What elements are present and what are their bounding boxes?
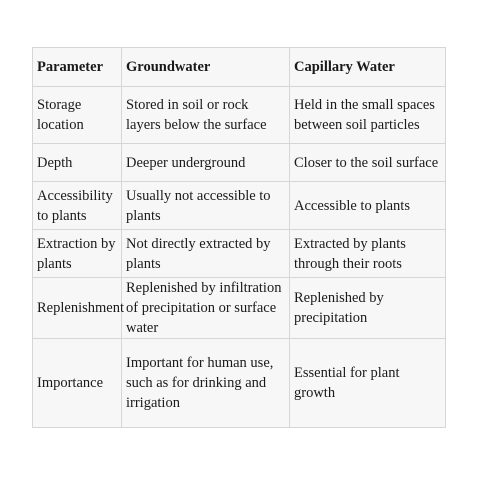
cell-parameter: Importance xyxy=(33,339,122,428)
table-row xyxy=(33,144,446,182)
cell-parameter: Depth xyxy=(33,144,122,182)
header-groundwater: Groundwater xyxy=(122,48,290,87)
cell-parameter: Extraction by plants xyxy=(33,230,122,278)
cell-capillary-water: Replenished by precipitation xyxy=(290,278,446,339)
cell-parameter: Replenishment xyxy=(33,278,122,339)
cell-capillary-water: Closer to the soil surface xyxy=(290,144,446,182)
cell-groundwater: Important for human use, such as for drinking and irrigation xyxy=(122,339,290,428)
table-header-row xyxy=(33,48,446,87)
cell-parameter: Accessibility to plants xyxy=(33,182,122,230)
table-row xyxy=(33,278,446,339)
cell-groundwater: Not directly extracted by plants xyxy=(122,230,290,278)
cell-capillary-water: Essential for plant growth xyxy=(290,339,446,428)
header-parameter: Parameter xyxy=(33,48,122,87)
table-row xyxy=(33,182,446,230)
table-row xyxy=(33,230,446,278)
cell-capillary-water: Extracted by plants through their roots xyxy=(290,230,446,278)
cell-parameter: Storage location xyxy=(33,87,122,144)
table-row xyxy=(33,339,446,428)
cell-groundwater: Replenished by infiltration of precipitation or surface water xyxy=(122,278,290,339)
cell-capillary-water: Accessible to plants xyxy=(290,182,446,230)
cell-groundwater: Stored in soil or rock layers below the surface xyxy=(122,87,290,144)
comparison-table-container xyxy=(32,47,445,428)
header-capillary-water: Capillary Water xyxy=(290,48,446,87)
cell-groundwater: Deeper underground xyxy=(122,144,290,182)
comparison-table xyxy=(32,47,446,428)
cell-capillary-water: Held in the small spaces between soil particles xyxy=(290,87,446,144)
table-row xyxy=(33,87,446,144)
cell-groundwater: Usually not accessible to plants xyxy=(122,182,290,230)
